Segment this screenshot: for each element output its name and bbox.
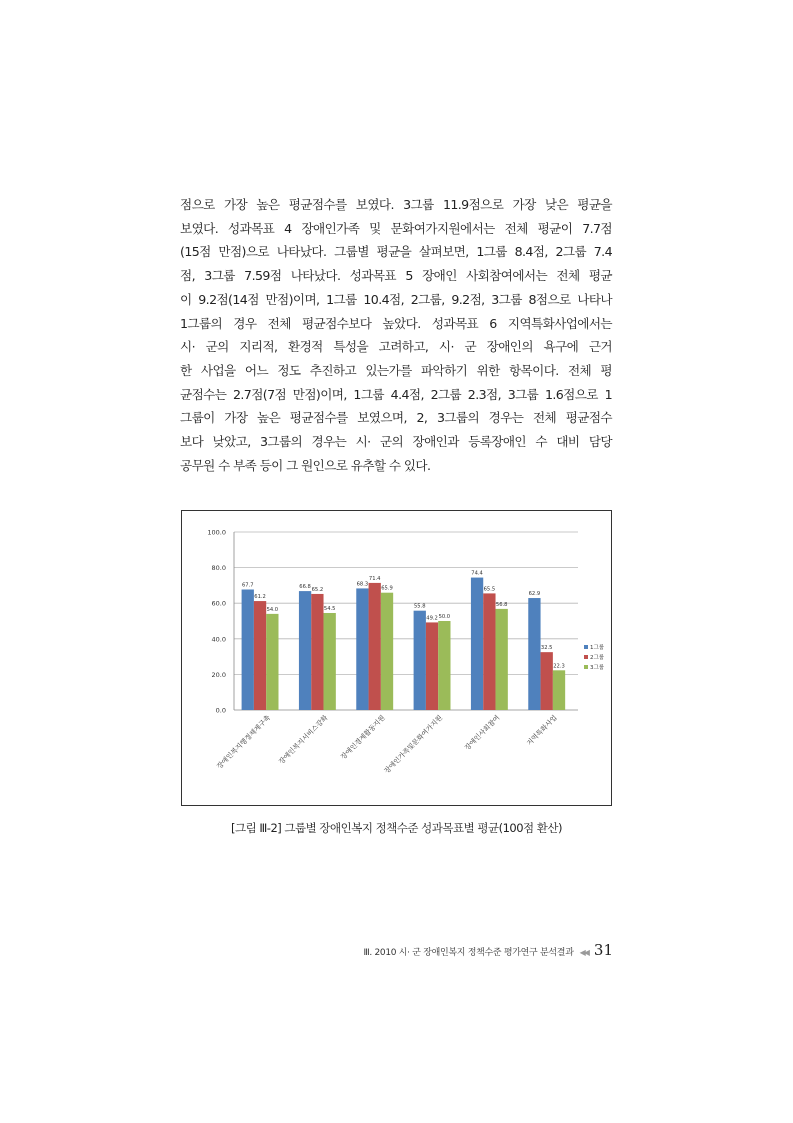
page-footer: [363, 941, 613, 959]
x-tick-label: 장애인사회참여: [463, 713, 502, 752]
bar: [324, 613, 336, 710]
x-tick-label: 장애인복지행정체계구축: [215, 713, 273, 771]
bar: [496, 609, 508, 710]
data-label: 71.4: [368, 575, 381, 582]
body-line: 시· 군의 지리적, 환경적 특성을 고려하고, 시· 군 장애인의 욕구에 근거: [180, 339, 612, 355]
body-line: 1그룹의 경우 전체 평균점수보다 높았다. 성과목표 6 지역특화사업에서는: [180, 315, 612, 331]
bar: [242, 589, 254, 710]
bar: [541, 652, 553, 710]
bar: [356, 588, 368, 710]
body-line: (15점 만점)으로 나타났다. 그룹별 평균을 살펴보면, 1그룹 8.4점, 2그룹 7.4: [180, 244, 612, 260]
bar: [471, 578, 483, 710]
x-tick-label: 장애인경제활동지원: [339, 713, 387, 762]
bar: [414, 611, 426, 710]
bar: [381, 593, 393, 710]
x-tick-label: 장애인복지서비스강화: [277, 713, 330, 766]
data-label: 22.3: [553, 663, 565, 670]
body-line: 점으로 가장 높은 평균점수를 보였다. 3그룹 11.9점으로 가장 낮은 평균을: [180, 197, 612, 212]
body-line: 보였다. 성과목표 4 장애인가족 및 문화여가지원에서는 전체 평균이 7.7점: [180, 220, 612, 236]
bar-chart-frame: [181, 510, 612, 806]
body-line: 공무원 수 부족 등이 그 원인으로 유추할 수 있다.: [180, 457, 431, 473]
body-line: 이 9.2점(14점 만점)이며, 1그룹 10.4점, 2그룹, 9.2점, 3그룹 8점으로 나타나: [180, 291, 612, 307]
data-label: 32.5: [540, 645, 553, 652]
bar: [528, 598, 540, 710]
legend-swatch: [584, 645, 588, 649]
y-tick-label: 40.0: [211, 635, 226, 644]
data-label: 67.7: [241, 582, 254, 589]
figure-caption: [그림 Ⅲ-2] 그룹별 장애인복지 정책수준 성과목표별 평균(100점 환산): [231, 821, 562, 835]
data-label: 56.8: [495, 601, 508, 608]
body-line: 균점수는 2.7점(7점 만점)이며, 1그룹 4.4점, 2그룹 2.3점, 3그룹 1.6점으로 1: [180, 386, 612, 402]
bar: [311, 594, 323, 710]
y-tick-label: 0.0: [215, 706, 226, 715]
data-label: 61.2: [254, 594, 266, 601]
data-label: 50.0: [438, 614, 451, 620]
data-label: 74.4: [471, 570, 483, 577]
body-paragraph: [180, 193, 612, 477]
bar: [553, 670, 565, 710]
data-label: 62.9: [528, 591, 541, 598]
data-label: 65.9: [381, 585, 393, 592]
y-tick-label: 60.0: [211, 599, 226, 608]
y-tick-label: 100.0: [207, 528, 226, 537]
legend-swatch: [584, 655, 588, 659]
page-number: 31: [593, 941, 613, 959]
y-tick-label: 80.0: [211, 564, 226, 573]
data-label: 54.5: [323, 605, 336, 612]
double-arrow-left-icon: ◀◀: [579, 948, 588, 957]
x-tick-label: 장애인가족및문화여가지원: [382, 713, 445, 776]
bar-chart: [182, 511, 611, 805]
bar: [369, 583, 381, 710]
legend-label: 2그룹: [590, 655, 605, 661]
bar: [254, 601, 266, 710]
running-head: Ⅲ. 2010 시· 군 장애인복지 정책수준 평가연구 분석결과: [363, 948, 574, 958]
bar: [426, 622, 438, 710]
y-tick-label: 20.0: [211, 670, 226, 679]
legend-label: 1그룹: [590, 645, 605, 651]
data-label: 49.2: [426, 615, 438, 622]
body-line: 점, 3그룹 7.59점 나타났다. 성과목표 5 장애인 사회참여에서는 전체 평균: [180, 268, 612, 284]
x-tick-label: 지역특화사업: [525, 713, 559, 748]
data-label: 65.2: [311, 586, 324, 593]
bar: [438, 621, 450, 710]
bar: [266, 614, 278, 710]
bar: [299, 591, 311, 710]
data-label: 55.8: [413, 603, 426, 610]
data-label: 66.8: [299, 584, 311, 591]
body-line: 한 사업을 어느 정도 추진하고 있는가를 파악하기 위한 항목이다. 전체 평: [180, 362, 612, 378]
body-line: 그룹이 가장 높은 평균점수를 보였으며, 2, 3그룹의 경우는 전체 평균점수: [180, 410, 612, 426]
bar: [483, 593, 495, 710]
legend-label: 3그룹: [590, 665, 605, 671]
body-line: 보다 낮았고, 3그룹의 경우는 시· 군의 장애인과 등록장애인 수 대비 담당: [180, 434, 612, 450]
data-label: 54.0: [266, 606, 279, 613]
data-label: 68.3: [356, 581, 369, 588]
data-label: 65.5: [483, 586, 496, 593]
legend-swatch: [584, 665, 588, 669]
